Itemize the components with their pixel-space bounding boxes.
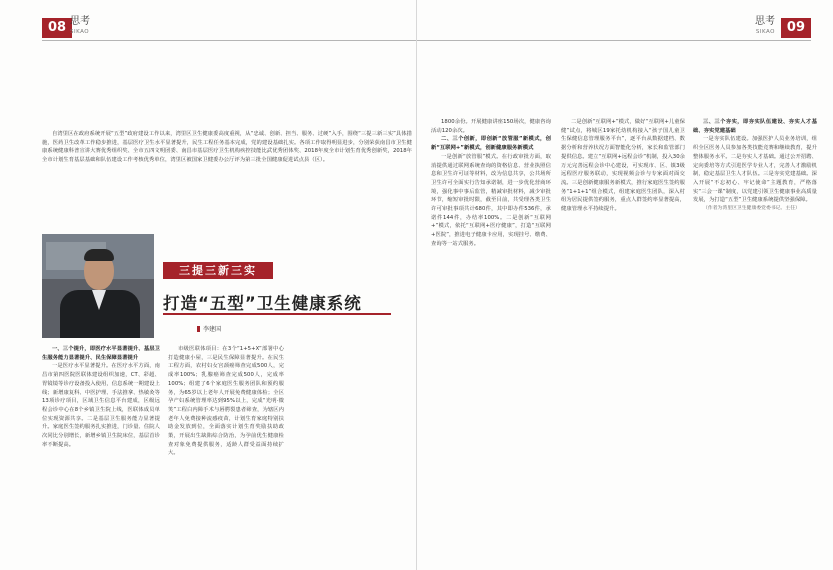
author-byline: 李建国 — [197, 324, 221, 333]
right-header-rule — [417, 40, 811, 41]
left-column-1-body: 一是医疗水平显著提升。在医疗水平方面，南昌市第四医院医联体建设组织加速，CT、彩超、胃镜镜等诊疗设备投入使用，信息系统一期建设上线；新增康复科、中医护理、手法推拿、热敏灸等13项诊疗项目，区域卫生信息平台建成，区级远程会诊中心在8个乡镇卫生院上线，医联体成员单位实现资源共享。二是基层卫生服务能力显著提升。家庭医生签约服务扎实推进，门诊量、住院人次同比分别增长，新增乡镇卫生院床位，基层首诊率不断提高。 — [42, 363, 160, 448]
left-page-number: 08 — [42, 18, 72, 38]
author-note: （作者为湾里区卫生健康委党委书记、主任） — [703, 206, 800, 212]
right-page — [417, 0, 833, 570]
section-heading-3: 三、三个夯实，即夯实队伍建设、夯实人才基础、夯实党建基础 — [693, 119, 817, 134]
left-section-title — [70, 16, 90, 38]
right-section-title-text: 思考 — [755, 16, 775, 27]
headline-rule — [163, 313, 391, 315]
left-header-rule — [42, 40, 416, 41]
left-column-2-body: 市级医联体项目：在3个“1+5+X”部署中心打造健康小屋，三是民生保障显著提升。在民生工程方面，农村妇女宫颈癌筛查完成500人，完成率100%；乳腺癌筛查完成500人，完成率100%；组建了6个家庭医生服务团队和预约服务，为65岁以上老年人开展免费健康体检；全区孕产妇系统管理率达到95%以上，完成“光明·微笑”工程白内障手术与唇腭裂患者筛查，为辖区内老年人免费接种流感疫苗，计划生育家庭特别扶助金发放到位，全面落实计划生育奖励扶助政策，开展出生缺陷综合防治，为孕前优生健康检查对象免费提供服务，适龄人群受益面持续扩大。 — [168, 346, 284, 457]
left-section-subtitle: SIKAO — [70, 29, 90, 35]
article-headline: 打造“五型”卫生健康系统 — [163, 294, 362, 313]
intro-paragraph — [42, 130, 412, 190]
right-column-2 — [561, 118, 685, 563]
section-heading-1: 一、三个提升，即医疗水平显著提升、基层卫生服务能力显著提升、民生保障显著提升 — [42, 346, 160, 361]
right-column-3-body: 一是夯实队伍建设。加强医护人员业务培训，组织全区医务人员参加各类技能竞赛和继续教育，提升整体服务水平。二是夯实人才基础。通过公开招聘、定向委培等方式引进医学专业人才，完善人才激励机制，稳定基层卫生人才队伍。三是夯实党建基础。深入开展“不忘初心、牢记使命”主题教育，严格落实“三会一课”制度，以党建引领卫生健康事业高质量发展，为打造“五型”卫生健康系统提供坚强保障。 — [693, 136, 817, 204]
right-column-2-body: 二是创新“互联网+”模式，做好“互联网+儿童保健”试点，将城区19家托幼机构接入“孩子国儿童卫生保健信息管理服务平台”，逐平台从数据建档、数据分析和营养状况方面智能化分析，家长和监管部门提供信息。建立“互联网+远程会诊”机制，投入30余万元完善远程会诊中心建设，可实现市、区、镇3级远程医疗服务联动，实现视频会诊与专家面对面交流。三是创新健康服务新模式，推行家庭医生签约服务“1+1+1”组合模式，组建家庭医生团队，深入村组为居民提供签约服务，重点人群签约率显著提高，健康管理水平持续提升。 — [561, 119, 685, 213]
right-section-title — [755, 16, 775, 38]
left-column-2 — [168, 345, 284, 565]
photo-hair — [84, 249, 114, 261]
right-page-number: 09 — [781, 18, 811, 38]
left-section-title-text: 思考 — [70, 16, 90, 27]
right-section-subtitle: SIKAO — [755, 29, 775, 35]
right-column-1-body: 一是创新“放管服”模式。在行政审批方面，取消提供通过联网系统查询的资格信息、营业执照信息和卫生许可证等材料，改为信息共享，公共场所卫生许可全面实行告知承诺制，进一步优化营商环境，强化事中事后监管，精减审批材料，减少审批环节，缩短审批时限，截至目前，共受理各类卫生许可审批事项共计680件，其中即办件536件，承诺件144件，办结率100%。二是创新“互联网+”模式，依托“互联网+医疗健康”，打造“互联网+医院”，推进电子健康卡应用，实现挂号、缴费、查询等一站式服务。 — [431, 153, 551, 247]
right-column-1-lead: 1800余份。开展健康讲座150场次，健康咨询活动120余次。 — [431, 119, 551, 134]
right-column-1 — [431, 118, 551, 563]
section-heading-2: 二、三个创新，即创新“放管服”新模式，创新“互联网+”新模式，创新健康服务新模式 — [431, 136, 551, 152]
intro-text: 自湾里区在政府系统开展“五型”政府建设工作以来，湾里区卫生健康委高度重视，从“忠诚、创新、担当、服务、过硬”入手，围绕“三提三新三实”具体措施，医药卫生改革工作稳步推进，基层医疗卫生水平显著提升，民生工程任务基本完成，党的建设基础扎实。各项工作取得明显进步，分别荣获南昌市卫生健康系统健康科普宣讲大赛优秀组织奖、全市五四文明团委、南昌市基层医疗卫生机构疾控技能比武优秀团体奖、2018年度全市计划生育优秀创新奖，2018年全市计划生育基层基础和队伍建设工作考核优秀单位，湾里区被国家卫健委办公厅评为第三批全国健康促进试点县（区）。 — [42, 131, 412, 164]
right-column-3 — [693, 118, 817, 563]
article-kicker: 三提三新三实 — [163, 262, 273, 279]
author-photo — [42, 234, 154, 338]
left-column-1 — [42, 345, 160, 565]
